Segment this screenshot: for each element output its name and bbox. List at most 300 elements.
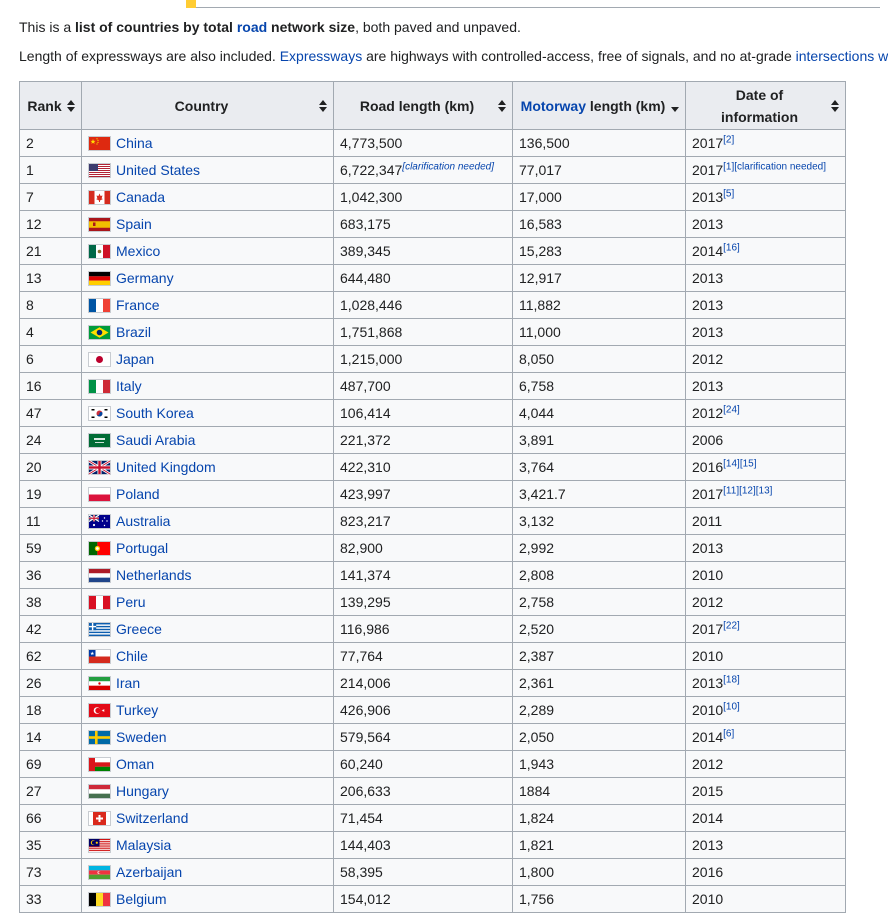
- date-value: 2012: [692, 756, 724, 772]
- road-length-cell: [334, 535, 513, 562]
- road-length-cell: [334, 238, 513, 265]
- road-length-cell: [334, 454, 513, 481]
- country-link[interactable]: Sweden: [116, 729, 167, 745]
- table-row: [20, 184, 846, 211]
- switzerland-flag-icon[interactable]: [88, 811, 111, 826]
- country-cell: [82, 157, 334, 184]
- header-motorway-rest: length (km): [586, 97, 666, 114]
- rank-value: 2: [26, 135, 34, 151]
- road-length-value: 60,240: [340, 756, 383, 772]
- rank-cell: [20, 454, 82, 481]
- iran-flag-icon[interactable]: [88, 676, 111, 691]
- motorway-length-value: 2,758: [519, 594, 555, 610]
- rank-cell: [20, 535, 82, 562]
- turkey-flag-icon[interactable]: [88, 703, 111, 718]
- rank-value: 4: [26, 324, 34, 340]
- motorway-length-value: 3,891: [519, 432, 555, 448]
- table-row: [20, 697, 846, 724]
- header-motorway-length[interactable]: [513, 82, 686, 130]
- road-length-value: 116,986: [340, 621, 390, 637]
- table-row: [20, 535, 846, 562]
- motorway-length-cell: [513, 751, 686, 778]
- date-value: 2017: [692, 621, 724, 637]
- date-value: 2013: [692, 216, 724, 232]
- motorway-length-value: 1884: [519, 783, 551, 799]
- rank-cell: [20, 508, 82, 535]
- road-length-value: 389,345: [340, 243, 391, 259]
- reference-link[interactable]: [2]: [723, 134, 735, 146]
- peru-flag-icon[interactable]: [88, 595, 111, 610]
- date-cell: [686, 400, 846, 427]
- date-cell: [686, 427, 846, 454]
- truncated-link[interactable]: w: [874, 48, 888, 64]
- rank-cell: [20, 859, 82, 886]
- country-cell: [82, 130, 334, 157]
- country-link[interactable]: Australia: [116, 513, 171, 529]
- expressways-link[interactable]: Expressways: [279, 48, 363, 64]
- sort-both-icon[interactable]: [831, 99, 839, 113]
- rank-value: 62: [26, 648, 42, 664]
- table-row: [20, 670, 846, 697]
- motorway-length-cell: [513, 535, 686, 562]
- country-link[interactable]: Peru: [116, 594, 146, 610]
- table-row: [20, 454, 846, 481]
- country-cell: [82, 886, 334, 913]
- motorway-length-cell: [513, 400, 686, 427]
- rank-cell: [20, 805, 82, 832]
- motorway-length-cell: [513, 265, 686, 292]
- reference-link[interactable]: [24]: [723, 404, 740, 416]
- date-cell: [686, 265, 846, 292]
- motorway-length-value: 1,824: [519, 810, 555, 826]
- motorway-length-cell: [513, 319, 686, 346]
- motorway-link[interactable]: Motorway: [520, 97, 586, 114]
- country-cell: [82, 346, 334, 373]
- malaysia-flag-icon[interactable]: [88, 838, 111, 853]
- date-value: 2017: [692, 135, 724, 151]
- country-cell: [82, 805, 334, 832]
- australia-flag-icon[interactable]: [88, 514, 111, 529]
- country-link[interactable]: Brazil: [116, 324, 152, 340]
- road-length-value: 141,374: [340, 567, 391, 583]
- road-length-value: 422,310: [340, 459, 391, 475]
- country-link[interactable]: Belgium: [116, 891, 167, 907]
- reference-link[interactable]: [16]: [723, 242, 740, 254]
- motorway-length-cell: [513, 130, 686, 157]
- motorway-length-cell: [513, 211, 686, 238]
- country-link[interactable]: Chile: [116, 648, 148, 664]
- road-length-cell: [334, 508, 513, 535]
- rank-value: 14: [26, 729, 42, 745]
- motorway-length-value: 11,882: [519, 297, 561, 313]
- sweden-flag-icon[interactable]: [88, 730, 111, 745]
- mexico-flag-icon[interactable]: [88, 244, 111, 259]
- motorway-length-cell: [513, 589, 686, 616]
- portugal-flag-icon[interactable]: [88, 541, 111, 556]
- country-cell: [82, 211, 334, 238]
- table-row: [20, 211, 846, 238]
- rank-cell: [20, 751, 82, 778]
- road-length-cell: [334, 211, 513, 238]
- rank-value: 36: [26, 567, 42, 583]
- reference-link[interactable]: [6]: [723, 728, 735, 740]
- country-link[interactable]: Poland: [116, 486, 160, 502]
- intersections-link[interactable]: intersections: [795, 48, 875, 64]
- motorway-length-cell: [513, 697, 686, 724]
- rank-cell: [20, 778, 82, 805]
- france-flag-icon[interactable]: [88, 298, 111, 313]
- date-cell: [686, 535, 846, 562]
- rank-value: 38: [26, 594, 42, 610]
- country-link[interactable]: Canada: [116, 189, 166, 205]
- motorway-length-value: 2,289: [519, 702, 555, 718]
- country-link[interactable]: Italy: [116, 378, 142, 394]
- date-value: 2012: [692, 351, 724, 367]
- table-row: [20, 400, 846, 427]
- date-cell: [686, 724, 846, 751]
- south-korea-flag-icon[interactable]: [88, 406, 111, 421]
- motorway-length-cell: [513, 292, 686, 319]
- motorway-length-cell: [513, 238, 686, 265]
- rank-value: 69: [26, 756, 42, 772]
- country-cell: [82, 832, 334, 859]
- rank-cell: [20, 562, 82, 589]
- country-link[interactable]: France: [116, 297, 160, 313]
- motorway-length-value: 6,758: [519, 378, 555, 394]
- country-link[interactable]: Azerbaijan: [116, 864, 183, 880]
- rank-value: 47: [26, 405, 42, 421]
- netherlands-flag-icon[interactable]: [88, 568, 111, 583]
- country-link[interactable]: Spain: [116, 216, 152, 232]
- road-length-value: 221,372: [340, 432, 391, 448]
- table-row: [20, 427, 846, 454]
- road-length-cell: [334, 859, 513, 886]
- reference-link[interactable]: [5]: [723, 188, 735, 200]
- table-row: [20, 805, 846, 832]
- table-row: [20, 481, 846, 508]
- road-length-value: 1,042,300: [340, 189, 403, 205]
- sort-descending-icon[interactable]: [671, 99, 679, 113]
- road-length-value: 139,295: [340, 594, 391, 610]
- country-link[interactable]: Switzerland: [116, 810, 189, 826]
- rank-cell: [20, 832, 82, 859]
- country-cell: [82, 643, 334, 670]
- country-cell: [82, 535, 334, 562]
- country-link[interactable]: China: [116, 135, 153, 151]
- motorway-length-value: 2,050: [519, 729, 555, 745]
- date-cell: [686, 508, 846, 535]
- date-value: 2014: [692, 810, 724, 826]
- saudi-arabia-flag-icon[interactable]: [88, 433, 111, 448]
- road-length-cell: [334, 157, 513, 184]
- date-value: 2016: [692, 459, 724, 475]
- road-length-value: 683,175: [340, 216, 391, 232]
- date-cell: [686, 751, 846, 778]
- road-length-value: 82,900: [340, 540, 383, 556]
- uk-flag-icon[interactable]: [88, 460, 111, 475]
- date-cell: [686, 805, 846, 832]
- expressway-text-1: Length of expressways are also included.: [19, 48, 280, 64]
- date-value: 2017: [692, 162, 724, 178]
- date-cell: [686, 346, 846, 373]
- road-length-cell: [334, 400, 513, 427]
- road-length-value: 206,633: [340, 783, 391, 799]
- country-link[interactable]: Mexico: [116, 243, 161, 259]
- table-row: [20, 157, 846, 184]
- header-road-length-label: Road length (km): [359, 97, 475, 114]
- table-row: [20, 778, 846, 805]
- motorway-length-cell: [513, 481, 686, 508]
- motorway-length-cell: [513, 886, 686, 913]
- country-link[interactable]: Saudi Arabia: [116, 432, 196, 448]
- country-cell: [82, 697, 334, 724]
- italy-flag-icon[interactable]: [88, 379, 111, 394]
- header-date-line-2: information: [721, 108, 798, 125]
- road-length-cell: [334, 481, 513, 508]
- spain-flag-icon[interactable]: [88, 217, 111, 232]
- table-row: [20, 238, 846, 265]
- country-cell: [82, 427, 334, 454]
- motorway-length-value: 17,000: [519, 189, 562, 205]
- motorway-length-value: 8,050: [519, 351, 555, 367]
- date-cell: [686, 157, 846, 184]
- date-cell: [686, 481, 846, 508]
- motorway-length-cell: [513, 643, 686, 670]
- rank-cell: [20, 400, 82, 427]
- country-cell: [82, 184, 334, 211]
- belgium-flag-icon[interactable]: [88, 892, 111, 907]
- country-link[interactable]: Portugal: [116, 540, 169, 556]
- germany-flag-icon[interactable]: [88, 271, 111, 286]
- country-link[interactable]: United States: [116, 162, 201, 178]
- reference-link[interactable]: [14][15]: [723, 458, 757, 470]
- country-link[interactable]: Germany: [116, 270, 174, 286]
- header-rank-label: Rank: [27, 97, 62, 114]
- brazil-flag-icon[interactable]: [88, 325, 111, 340]
- rank-cell: [20, 670, 82, 697]
- country-link[interactable]: United Kingdom: [116, 459, 216, 475]
- rank-value: 7: [26, 189, 34, 205]
- sort-both-icon[interactable]: [67, 99, 75, 113]
- reference-link[interactable]: [10]: [723, 701, 740, 713]
- rank-cell: [20, 265, 82, 292]
- country-link[interactable]: Turkey: [116, 702, 159, 718]
- road-length-value: 71,454: [340, 810, 383, 826]
- road-length-cell: [334, 346, 513, 373]
- rank-cell: [20, 130, 82, 157]
- rank-cell: [20, 481, 82, 508]
- header-country-label: Country: [174, 97, 229, 114]
- intro-prefix: This is a: [19, 19, 76, 35]
- header-country[interactable]: [82, 82, 334, 130]
- country-link[interactable]: South Korea: [116, 405, 194, 421]
- road-length-cell: [334, 886, 513, 913]
- country-cell: [82, 319, 334, 346]
- road-length-value: 6,722,347: [340, 162, 403, 178]
- country-cell: [82, 508, 334, 535]
- motorway-length-value: 3,421.7: [519, 486, 566, 502]
- intro-paragraph: [19, 18, 521, 36]
- header-date[interactable]: [686, 82, 846, 130]
- motorway-length-value: 2,387: [519, 648, 555, 664]
- motorway-length-value: 4,044: [519, 405, 555, 421]
- rank-cell: [20, 616, 82, 643]
- sort-both-icon[interactable]: [498, 99, 506, 113]
- date-cell: [686, 184, 846, 211]
- header-rank[interactable]: [20, 82, 82, 130]
- date-cell: [686, 670, 846, 697]
- road-length-value: 487,700: [340, 378, 391, 394]
- poland-flag-icon[interactable]: [88, 487, 111, 502]
- motorway-length-cell: [513, 562, 686, 589]
- motorway-length-value: 1,821: [519, 837, 555, 853]
- chile-flag-icon[interactable]: [88, 649, 111, 664]
- rank-value: 59: [26, 540, 42, 556]
- road-length-value: 58,395: [340, 864, 383, 880]
- date-cell: [686, 697, 846, 724]
- road-length-value: 214,006: [340, 675, 391, 691]
- road-length-cell: [334, 697, 513, 724]
- table-row: [20, 724, 846, 751]
- header-date-label: [721, 84, 798, 128]
- rank-cell: [20, 319, 82, 346]
- date-cell: [686, 130, 846, 157]
- rank-value: 11: [26, 513, 41, 529]
- section-top-border: [186, 0, 880, 8]
- road-length-value: 1,751,868: [340, 324, 403, 340]
- rank-cell: [20, 697, 82, 724]
- clarification-note[interactable]: [clarification needed]: [402, 161, 495, 173]
- rank-cell: [20, 589, 82, 616]
- motorway-length-value: 1,800: [519, 864, 555, 880]
- intro-bold-2: network size: [267, 19, 356, 35]
- intro-suffix: , both paved and unpaved.: [355, 19, 521, 35]
- motorway-length-value: 2,808: [519, 567, 555, 583]
- road-length-value: 579,564: [340, 729, 391, 745]
- greece-flag-icon[interactable]: [88, 622, 111, 637]
- china-flag-icon[interactable]: [88, 136, 111, 151]
- road-link[interactable]: road: [236, 19, 268, 35]
- rank-cell: [20, 292, 82, 319]
- rank-value: 27: [26, 783, 42, 799]
- motorway-length-value: 2,361: [519, 675, 555, 691]
- rank-value: 20: [26, 459, 42, 475]
- road-length-cell: [334, 724, 513, 751]
- table-row: [20, 292, 846, 319]
- road-length-value: 1,215,000: [340, 351, 403, 367]
- reference-link[interactable]: [22]: [723, 620, 740, 632]
- country-link[interactable]: Oman: [116, 756, 155, 772]
- date-cell: [686, 886, 846, 913]
- date-value: 2012: [692, 405, 724, 421]
- date-value: 2010: [692, 702, 724, 718]
- canada-flag-icon[interactable]: [88, 190, 111, 205]
- rank-cell: [20, 886, 82, 913]
- japan-flag-icon[interactable]: [88, 352, 111, 367]
- country-link[interactable]: Iran: [116, 675, 141, 691]
- date-value: 2012: [692, 594, 724, 610]
- road-length-value: 823,217: [340, 513, 391, 529]
- country-cell: [82, 751, 334, 778]
- table-row: [20, 319, 846, 346]
- date-value: 2010: [692, 648, 724, 664]
- highlight-marker: [186, 0, 196, 8]
- sort-both-icon[interactable]: [319, 99, 327, 113]
- country-link[interactable]: Japan: [116, 351, 155, 367]
- hungary-flag-icon[interactable]: [88, 784, 111, 799]
- country-link[interactable]: Malaysia: [116, 837, 172, 853]
- motorway-length-value: 3,132: [519, 513, 555, 529]
- date-value: 2013: [692, 324, 724, 340]
- country-cell: [82, 859, 334, 886]
- motorway-length-cell: [513, 778, 686, 805]
- road-length-cell: [334, 562, 513, 589]
- road-length-value: 144,403: [340, 837, 391, 853]
- table-row: [20, 589, 846, 616]
- rank-value: 1: [26, 162, 34, 178]
- date-cell: [686, 319, 846, 346]
- motorway-length-cell: [513, 805, 686, 832]
- rank-cell: [20, 184, 82, 211]
- country-link[interactable]: Netherlands: [116, 567, 192, 583]
- rank-value: 66: [26, 810, 42, 826]
- oman-flag-icon[interactable]: [88, 757, 111, 772]
- motorway-length-cell: [513, 724, 686, 751]
- reference-link[interactable]: [11][12][13]: [723, 485, 773, 497]
- table-row: [20, 346, 846, 373]
- country-cell: [82, 265, 334, 292]
- reference-link[interactable]: [18]: [723, 674, 740, 686]
- reference-link[interactable]: [1][clarification needed]: [723, 161, 826, 173]
- motorway-length-value: 2,520: [519, 621, 555, 637]
- table-row: [20, 373, 846, 400]
- date-value: 2017: [692, 486, 724, 502]
- table-row: [20, 643, 846, 670]
- rank-cell: [20, 238, 82, 265]
- rank-value: 6: [26, 351, 34, 367]
- country-link[interactable]: Hungary: [116, 783, 169, 799]
- country-cell: [82, 589, 334, 616]
- rank-value: 8: [26, 297, 34, 313]
- date-value: 2013: [692, 378, 724, 394]
- motorway-length-value: 1,756: [519, 891, 555, 907]
- rank-value: 21: [26, 243, 42, 259]
- azerbaijan-flag-icon[interactable]: [88, 865, 111, 880]
- motorway-length-value: 1,943: [519, 756, 555, 772]
- table-row: [20, 859, 846, 886]
- country-cell: [82, 373, 334, 400]
- rank-value: 18: [26, 702, 42, 718]
- date-value: 2013: [692, 837, 724, 853]
- rank-value: 73: [26, 864, 42, 880]
- motorway-length-cell: [513, 373, 686, 400]
- date-cell: [686, 589, 846, 616]
- road-length-cell: [334, 130, 513, 157]
- rank-value: 26: [26, 675, 42, 691]
- date-value: 2013: [692, 297, 724, 313]
- road-length-cell: [334, 427, 513, 454]
- motorway-length-cell: [513, 346, 686, 373]
- country-link[interactable]: Greece: [116, 621, 162, 637]
- intro-bold-1: list of countries by total: [75, 19, 237, 35]
- table-row: [20, 562, 846, 589]
- header-road-length[interactable]: [334, 82, 513, 130]
- motorway-length-value: 12,917: [519, 270, 562, 286]
- date-value: 2013: [692, 189, 724, 205]
- country-cell: [82, 454, 334, 481]
- road-length-value: 1,028,446: [340, 297, 403, 313]
- usa-flag-icon[interactable]: [88, 163, 111, 178]
